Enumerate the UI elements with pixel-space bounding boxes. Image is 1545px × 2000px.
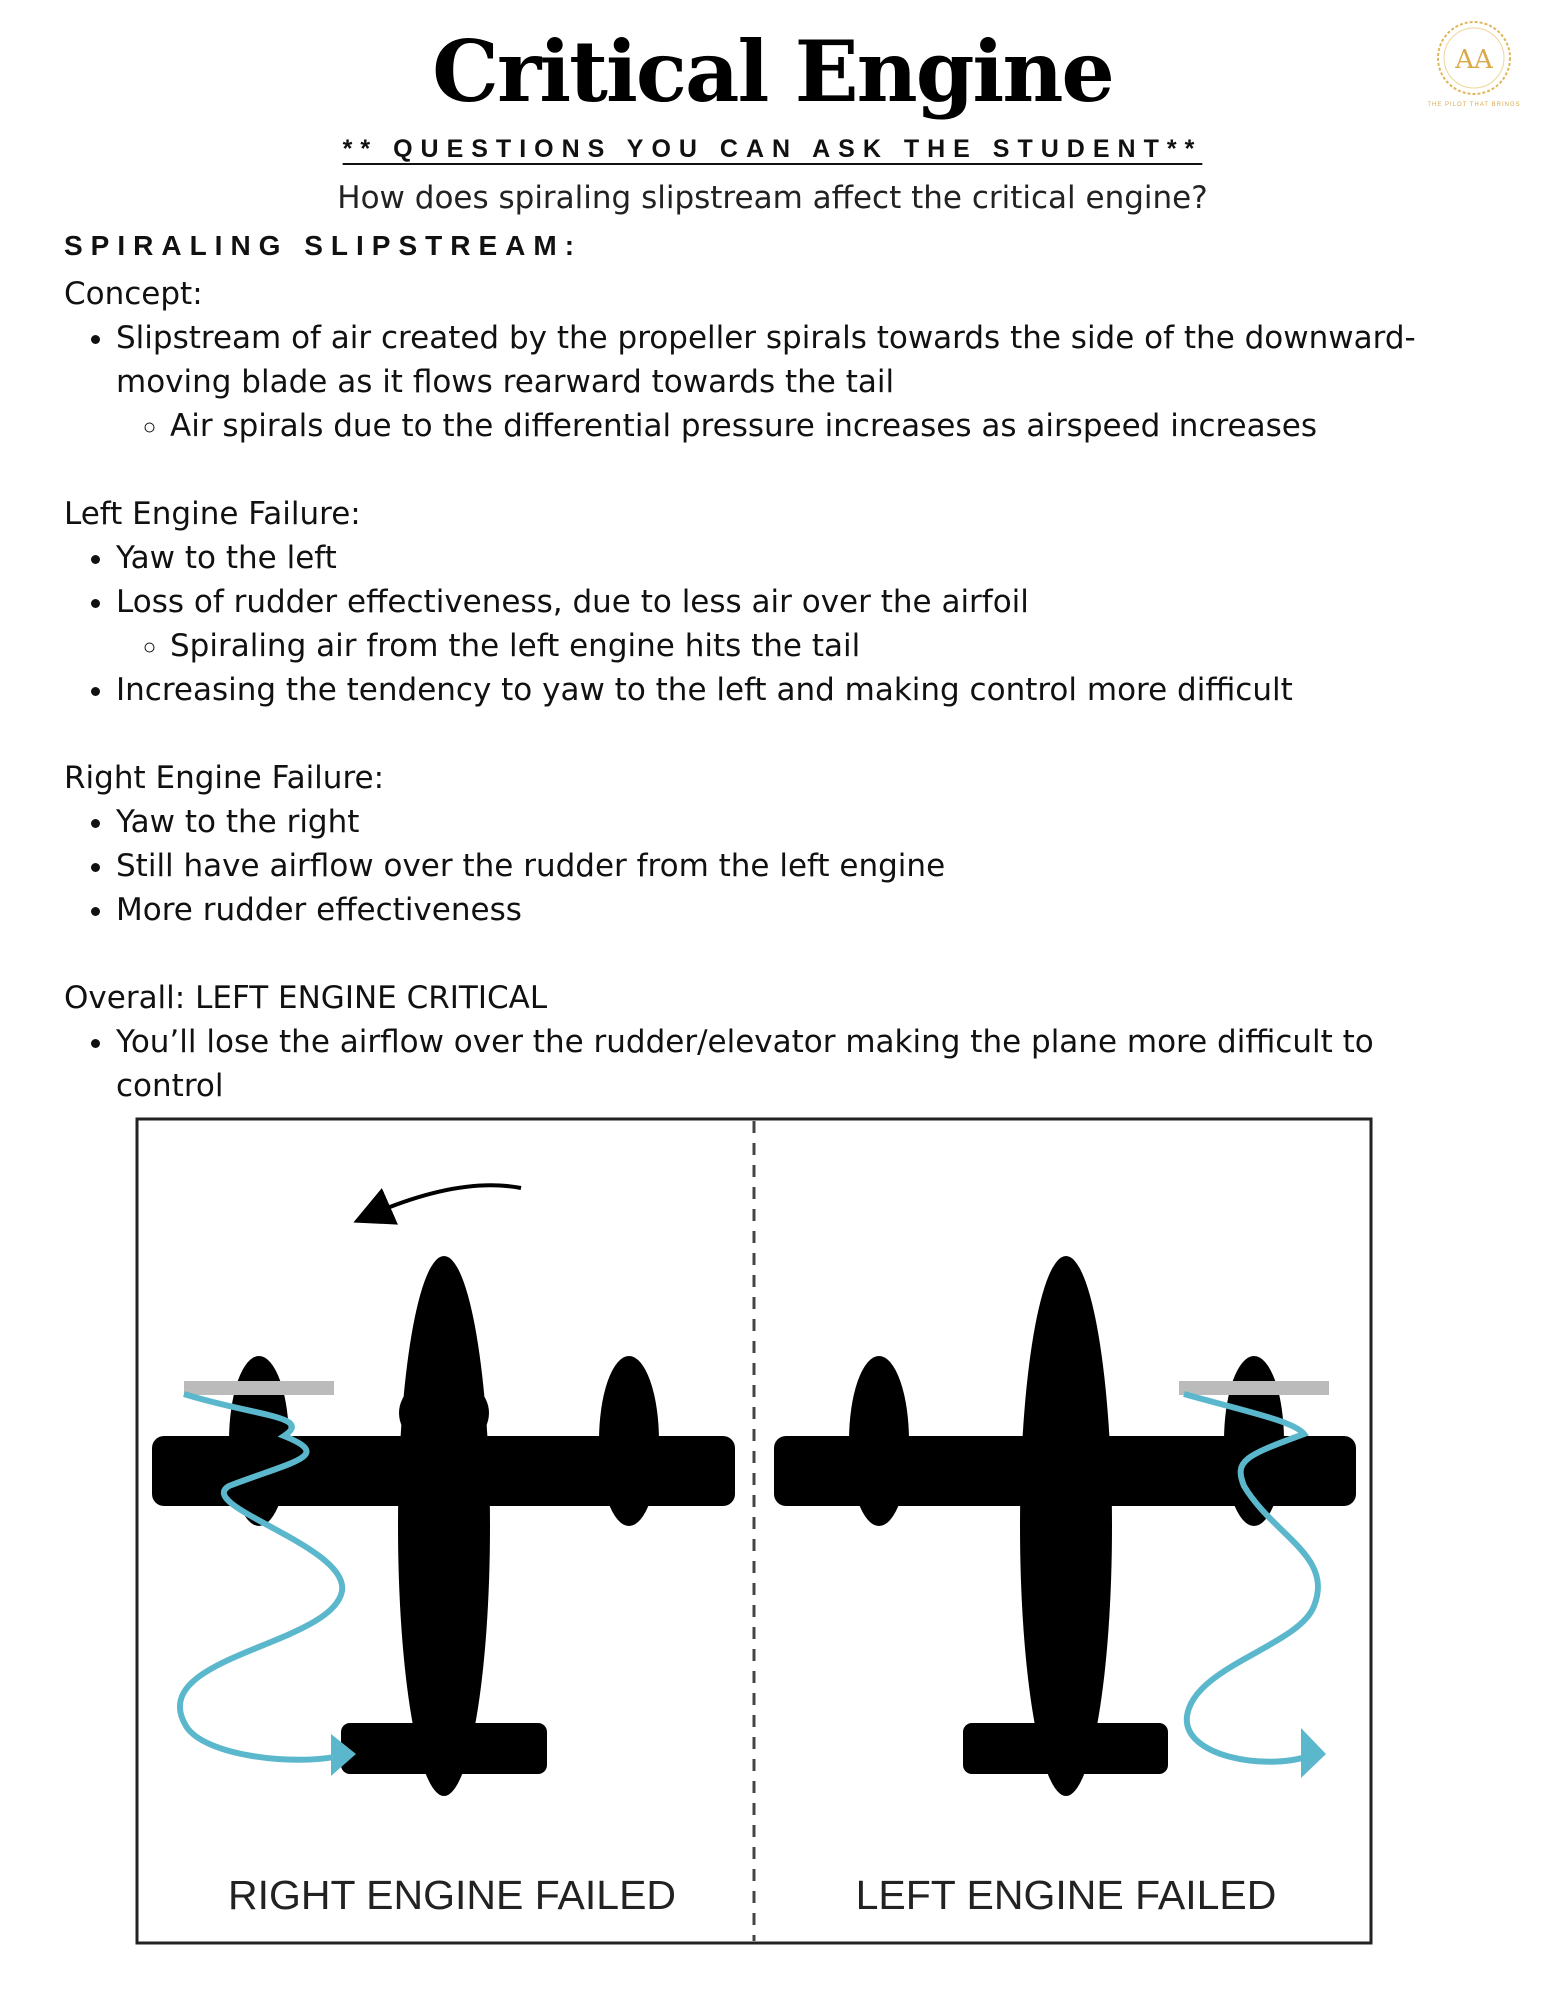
list-item: • Still have airflow over the rudder from the left engine [116, 844, 1484, 888]
propeller-blur [184, 1381, 334, 1395]
right-failure-list [64, 800, 1484, 932]
content-body [64, 272, 1484, 1108]
section-heading: SPIRALING SLIPSTREAM: [64, 230, 583, 261]
right-failure-label: Right Engine Failure: [64, 760, 385, 796]
list-item: • Yaw to the left [116, 536, 1484, 580]
left-panel-caption: RIGHT ENGINE FAILED [227, 1872, 677, 1918]
guiding-question: How does spiraling slipstream affect the critical engine? [337, 180, 1208, 216]
list-item: • Slipstream of air created by the propeller spirals towards the side of the downward-moving blade as it flows rearward towards the tail ◦ Air spirals due to the differential pressure increases as airspeed increases [116, 316, 1484, 448]
propeller-blur [1179, 1381, 1329, 1395]
left-failure-sublist [116, 624, 1484, 668]
list-item: • You’ll lose the airflow over the rudder/elevator making the plane more difficult to control [116, 1020, 1484, 1108]
list-item: ◦ Air spirals due to the differential pressure increases as airspeed increases [170, 404, 1484, 448]
slipstream-diagram [134, 1116, 1374, 1950]
list-item: ◦ Spiraling air from the left engine hits the tail [170, 624, 1484, 668]
horizontal-stabilizer [341, 1723, 547, 1774]
horizontal-stabilizer [963, 1723, 1168, 1774]
list-item: • Increasing the tendency to yaw to the left and making control more difficult [116, 668, 1484, 712]
left-failure-list [64, 536, 1484, 712]
fuselage [1020, 1256, 1112, 1796]
logo-tagline: THE PILOT THAT BRINGS [1428, 102, 1520, 108]
fuselage [398, 1256, 490, 1796]
right-panel-caption: LEFT ENGINE FAILED [855, 1872, 1277, 1918]
list-item: • Loss of rudder effectiveness, due to less air over the airfoil ◦ Spiraling air from the left engine hits the tail [116, 580, 1484, 668]
concept-sublist [116, 404, 1484, 448]
concept-list [64, 316, 1484, 448]
overall-list [64, 1020, 1484, 1108]
page-title: Critical Engine [432, 22, 1113, 121]
left-failure-label: Left Engine Failure: [64, 496, 361, 532]
list-item: • Yaw to the right [116, 800, 1484, 844]
list-item: • More rudder effectiveness [116, 888, 1484, 932]
concept-label: Concept: [64, 276, 203, 312]
questions-subtitle: ** QUESTIONS YOU CAN ASK THE STUDENT** [342, 135, 1203, 163]
overall-label: Overall: LEFT ENGINE CRITICAL [64, 980, 548, 1016]
logo-monogram: AA [1455, 45, 1493, 75]
